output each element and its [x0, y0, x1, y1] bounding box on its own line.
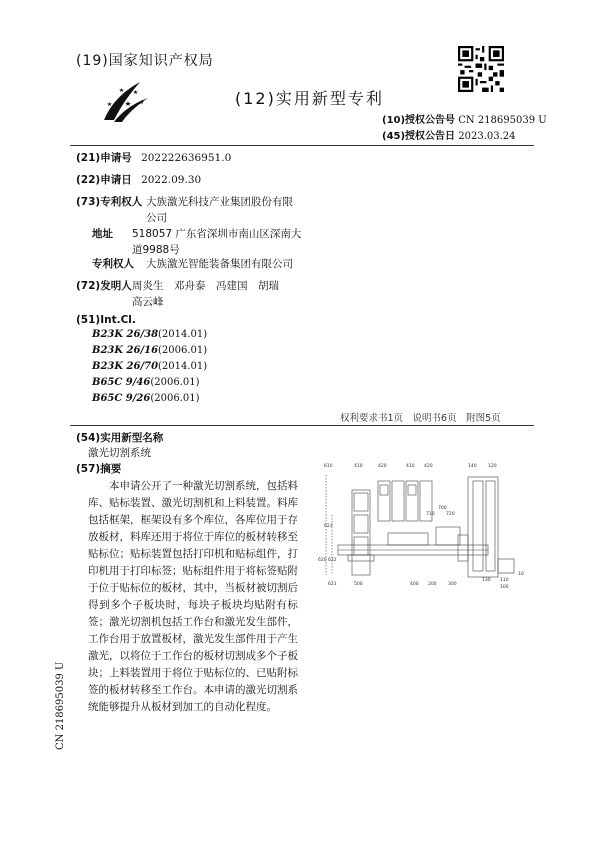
application-number-label: (21)申请号	[76, 152, 132, 164]
application-number	[76, 150, 231, 166]
figure-label: 420	[424, 464, 433, 469]
ipc-code: B23K 26/16	[92, 345, 159, 356]
office-name: (19)国家知识产权局	[76, 53, 214, 69]
grant-number-label: (10)授权公告号	[382, 115, 456, 126]
ipc-entry	[92, 327, 207, 343]
inventor-line-2: 高云峰	[132, 296, 164, 308]
figure-label: 621	[328, 582, 337, 587]
ipc-version: (2014.01)	[158, 329, 208, 340]
inventor-line-1: 周炎生 邓舟泰 冯建国 胡瑞	[132, 280, 279, 292]
owner2-value: 大族激光智能装备集团有限公司	[146, 258, 293, 270]
owner-label: (73)专利权人	[76, 196, 143, 208]
owner-value	[146, 194, 293, 226]
grant-date: 2023.03.24	[458, 131, 516, 142]
figure-label: 410	[406, 464, 415, 469]
abstract-label: (57)摘要	[76, 463, 122, 475]
figure-label: 110	[500, 578, 509, 583]
figure-label: 720	[446, 512, 455, 517]
mid-rule	[70, 425, 534, 426]
ipc-version: (2006.01)	[150, 393, 200, 404]
application-date-label: (22)申请日	[76, 174, 132, 186]
ipc-entry	[92, 375, 207, 391]
owner2-label: 专利权人	[92, 258, 134, 270]
ipc-code: B65C 9/46	[92, 377, 151, 388]
publication-info	[382, 113, 547, 145]
ipc-entry	[92, 391, 207, 407]
figure-label: 400	[410, 582, 419, 587]
patent-type-title: (12)实用新型专利	[235, 89, 384, 108]
inventor-label: (72)发明人	[76, 280, 132, 292]
address-label: 地址	[92, 228, 113, 240]
figure-label: 100	[500, 585, 509, 590]
address-line-2: 道9988号	[132, 244, 180, 256]
address-line-1: 518057 广东省深圳市南山区深南大	[132, 228, 302, 240]
ipc-entry	[92, 359, 207, 375]
ipc-version: (2014.01)	[158, 361, 208, 372]
ipc-code: B23K 26/70	[92, 361, 159, 372]
figure-label: 10	[518, 572, 524, 577]
national-emblem-icon	[100, 76, 156, 126]
figure-label: 710	[426, 512, 435, 517]
qr-code	[458, 46, 504, 92]
figure-label: 410	[354, 464, 363, 469]
title-label: (54)实用新型名称	[76, 432, 164, 444]
ipc-code: B23K 26/38	[92, 329, 159, 340]
figure-label: 200	[428, 582, 437, 587]
figure-label: 300	[448, 582, 457, 587]
figure-label: 130	[482, 578, 491, 583]
inventor-value	[132, 278, 279, 310]
figure-label: 700	[438, 506, 447, 511]
figure-label: 623	[324, 524, 333, 529]
pages-info: 权利要求书1页 说明书6页 附图5页	[340, 413, 501, 424]
abstract-figure	[318, 455, 534, 595]
ipc-entry	[92, 343, 207, 359]
grant-date-label: (45)授权公告日	[382, 131, 456, 142]
owner-line-1: 大族激光科技产业集团股份有限	[146, 196, 293, 208]
side-publication-code: CN 218695039 U	[55, 661, 66, 750]
figure-label: 420	[378, 464, 387, 469]
address-value	[132, 226, 301, 258]
figure-label: 500	[354, 582, 363, 587]
ipc-version: (2006.01)	[158, 345, 208, 356]
figure-label: 140	[468, 464, 477, 469]
ipc-code: B65C 9/26	[92, 393, 151, 404]
ipc-list	[92, 327, 207, 407]
utility-model-title: 激光切割系统	[88, 447, 151, 459]
application-number-value: 202222636951.0	[141, 152, 232, 164]
figure-label: 610	[324, 464, 333, 469]
header-rule	[70, 145, 534, 146]
figure-label: 622	[328, 558, 337, 563]
owner-line-2: 公司	[146, 212, 167, 224]
figure-label: 120	[488, 464, 497, 469]
abstract-text: 本申请公开了一种激光切割系统，包括料库、贴标装置、激光切割机和上料装置。料库包括框架，框架设有多个库位，各库位用于存放板材，料库还用于将位于库位的板材转移至贴标位；贴标装置包括打印机和贴标组件，打印机用于打印标签；贴标组件用于将标签贴附于位于贴标位的板材，其中，当板材被切割后得到多个子板块时，每块子板块均贴附有标签；激光切割机包括工作台和激光发生部件，工作台用于放置板材，激光发生部件用于产生激光，以将位于工作台的板材切割成多个子板块；上料装置用于将位于贴标位的、已贴附标签的板材转移至工作台。本申请的激光切割系统能够提升从板材到加工的自动化程度。	[88, 480, 298, 713]
intcl-label: (51)Int.Cl.	[76, 314, 136, 326]
figure-label: 620	[318, 558, 327, 563]
ipc-version: (2006.01)	[150, 377, 200, 388]
application-date	[76, 172, 201, 188]
application-date-value: 2022.09.30	[141, 174, 202, 186]
grant-number: CN 218695039 U	[458, 115, 547, 126]
